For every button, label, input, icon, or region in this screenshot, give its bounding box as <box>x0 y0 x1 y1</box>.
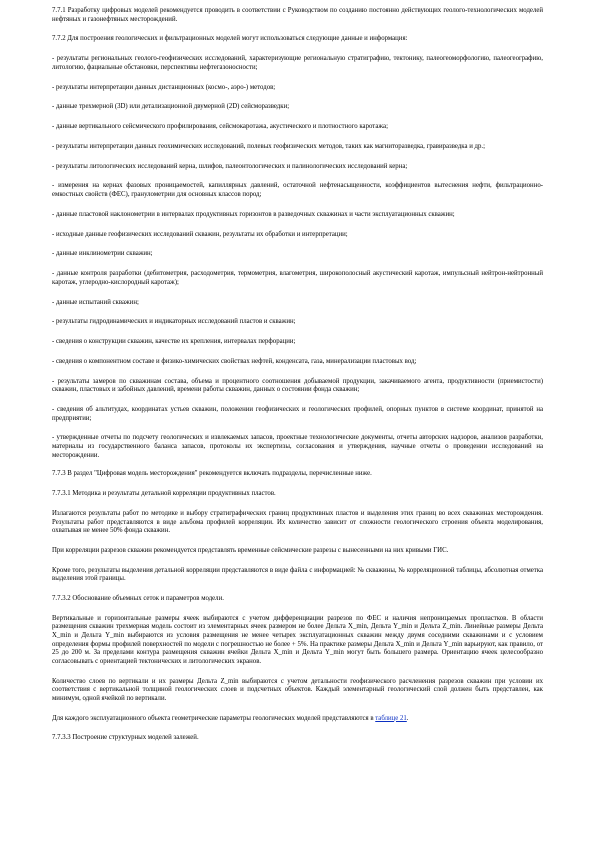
paragraph-7-7-2: 7.7.2 Для построения геологических и фильтрационных моделей могут использоваться следующие данные и информация: <box>52 35 408 43</box>
body-paragraph: Вертикальные и горизонтальные размеры ячеек выбираются с учетом дифференциации разрезов по ФЕС и наличия непроницаемых пропластков. В области размещения скважин трехмерная модель состоит из элементарных ячеек размером не более Дельта X_min, Дельта Y_min и Дельта Z_min. Линейные размеры Дельта X_min и Дельта Y_min выбираются из условия размещения не менее четырех эксплуатационных скважин между двумя соседними скважинами и с условием определения формы профилей поверхностей по модели с погрешностью не более + 5%. На практике размеры Дельта X_min и Дельта Y_min варьируют, как правило, от 25 до 200 м. За пределами контура размещения скважин ячейки Дельта X_min и Дельта Y_min могут быть большего размера. Ориентацию ячеек целесообразно согласовывать с ориентацией тектонических и литологических экранов. <box>52 614 543 665</box>
list-item: - сведения о конструкции скважин, качестве их крепления, интервалах перфорации; <box>52 338 296 346</box>
list-item: - результаты региональных геолого-геофизических исследований, характеризующие региональную стратиграфию, тектонику, палеогеоморфологию, палеогеографию, литологию, фациальные обстановки, перспективы нефтегазоносности; <box>52 55 543 71</box>
list-item: - результаты замеров по скважинам состава, объема и процентного соотношения добываемой продукции, закачиваемого агента, продуктивности (приемистости) скважин, пластовых и забойных давлений, времени работы скважин, данных о состоянии фонда скважин; <box>52 377 543 394</box>
heading-7-7-3-1: 7.7.3.1 Методика и результаты детальной корреляции продуктивных пластов. <box>52 490 276 498</box>
list-item: - сведения о компонентном составе и физико-химических свойствах нефтей, конденсата, газа, минерализации пластовых вод; <box>52 357 417 365</box>
body-paragraph: При корреляции разрезов скважин рекомендуется представлять временные сейсмические разрезы с вынесенными на них кривыми ГИС. <box>52 546 449 554</box>
table-reference-paragraph <box>52 715 543 724</box>
list-item: - исходные данные геофизических исследований скважин, результаты их обработки и интерпретации; <box>52 230 348 238</box>
list-item: - сведения об альтитудах, координатах устьев скважин, положении геофизических и геологических профилей, опорных пунктов в системе координат, принятой на предприятии; <box>52 406 543 422</box>
list-item: - данные пластовой наклонометрии в интервалах продуктивных горизонтов в разведочных скважинах и части эксплуатационных скважин; <box>52 210 455 218</box>
paragraph-7-7-3: 7.7.3 В раздел "Цифровая модель месторождения" рекомендуется включать подразделы, перечисленные ниже. <box>52 470 372 478</box>
list-item: - результаты гидродинамических и индикаторных исследований пластов и скважин; <box>52 318 296 326</box>
body-paragraph: Количество слоев по вертикали и их размеры Дельта Z_min выбираются с учетом детальности геофизического расчленения разрезов скважин при условии их соответствия с вертикальной толщиной геологических слоев и подсчетных объектов. Каждый элементарный геологический слой должен быть представлен, как минимум, одной ячейкой по вертикали. <box>52 677 543 702</box>
body-paragraph: Излагаются результаты работ по методике и выбору стратиграфических границ продуктивных пластов и выделения этих границ во всех скважинах месторождения. Результаты работ представляются в виде альбома профилей корреляции. Их количество зависит от сложности геологического строения объекта моделирования, охватывая не менее 50% фонда скважин. <box>52 509 543 535</box>
list-item: - данные инклинометрии скважин; <box>52 250 153 258</box>
paragraph-text: Для каждого эксплуатационного объекта геометрические параметры геологических моделей представляются в <box>52 714 376 722</box>
list-item: - результаты литологических исследований керна, шлифов, палеонтологических и палинологических исследований керна; <box>52 162 408 170</box>
list-item: - данные контроля разработки (дебитометрия, расходометрия, термометрия, влагометрия, широкополосный акустический каротаж, импульсный нейтрон-нейтронный каротаж, углеродно-кислородный каротаж); <box>52 270 543 286</box>
table-21-link[interactable]: таблице 21 <box>375 714 407 722</box>
body-paragraph: Кроме того, результаты выделения детальной корреляции представляются в виде файла с информацией: № скважины, № корреляционной таблицы, абсолютная отметка выделения этой границы. <box>52 566 543 583</box>
list-item: - измерения на кернах фазовых проницаемостей, капиллярных давлений, остаточной нефтенасыщенности, коэффициентов вытеснения нефти, фильтрационно-емкостных свойств (ФЕС), гранулометрии для основных классов пород; <box>52 182 543 199</box>
paragraph-7-7-1: 7.7.1 Разработку цифровых моделей рекомендуется проводить в соответствии с Руководством по созданию постоянно действующих геолого-технологических моделей нефтяных и газонефтяных месторождений. <box>52 7 543 23</box>
list-item: - утвержденные отчеты по подсчету геологических и извлекаемых запасов, проектные технологические документы, отчеты авторских надзоров, анализов разработки, материалы из государственного баланса запасов, протоколы их экспертизы, согласования и утверждения, научные отчеты о проведении исследований на месторождении. <box>52 434 543 459</box>
paragraph-text-end: . <box>406 714 409 722</box>
heading-7-7-3-3: 7.7.3.3 Построение структурных моделей залежей. <box>52 734 199 742</box>
list-item: - результаты интерпретации данных дистанционных (космо-, аэро-) методов; <box>52 83 276 91</box>
heading-7-7-3-2: 7.7.3.2 Обоснование объемных сеток и параметров модели. <box>52 595 224 603</box>
list-item: - результаты интерпретации данных геохимических исследований, полевых геофизических методов, таких как магниторазведка, гравиразведка и др.; <box>52 142 485 150</box>
list-item: - данные трехмерной (3D) или детализационной двумерной (2D) сейсморазведки; <box>52 103 290 111</box>
list-item: - данные вертикального сейсмического профилирования, сейсмокаротажа, акустического и плотностного каротажа; <box>52 123 388 131</box>
list-item: - данные испытаний скважин; <box>52 298 139 306</box>
